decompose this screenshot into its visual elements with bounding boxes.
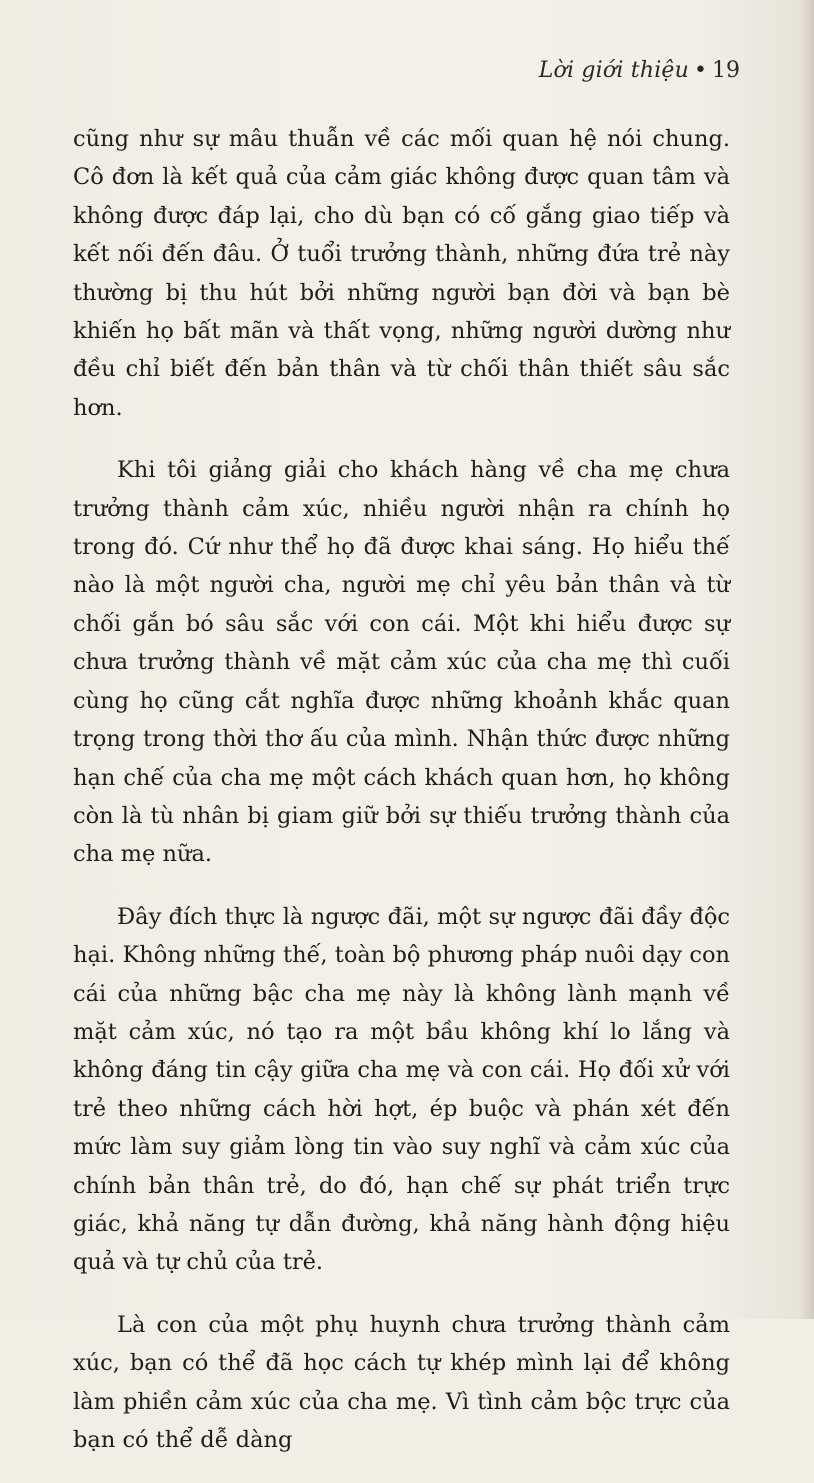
paragraph-4: Là con của một phụ huynh chưa trưởng thành cảm xúc, bạn có thể đã học cách tự khép mình lại để không làm phiền cảm xúc của cha mẹ. Vì tình cảm bộc trực của bạn có thể dễ dàng (73, 1311, 730, 1453)
paragraph-3: Đây đích thực là ngược đãi, một sự ngược đãi đầy độc hại. Không những thế, toàn bộ phương pháp nuôi dạy con cái của những bậc cha mẹ này là không lành mạnh về mặt cảm xúc, nó tạo ra một bầu không khí lo lắng và không đáng tin cậy giữa cha mẹ và con cái. Họ đối xử với trẻ theo những cách hời hợt, ép buộc và phán xét đến mức làm suy giảm lòng tin vào suy nghĩ và cảm xúc của chính bản thân trẻ, do đó, hạn chế sự phát triển trực giác, khả năng tự dẫn đường, khả năng hành động hiệu quả và tự chủ của trẻ. (73, 903, 730, 1276)
paragraph-1: cũng như sự mâu thuẫn về các mối quan hệ nói chung. Cô đơn là kết quả của cảm giác không được quan tâm và không được đáp lại, cho dù bạn có cố gắng giao tiếp và kết nối đến đâu. Ở tuổi trưởng thành, những đứa trẻ này thường bị thu hút bởi những người bạn đời và bạn bè khiến họ bất mãn và thất vọng, những người dường như đều chỉ biết đến bản thân và từ chối thân thiết sâu sắc hơn. (73, 126, 730, 421)
page-number: 19 (712, 58, 740, 83)
chapter-title: Lời giới thiệu (538, 58, 690, 83)
running-header (539, 58, 740, 83)
page-edge-shadow (800, 0, 814, 1319)
header-bullet: • (694, 58, 707, 83)
paragraph-2: Khi tôi giảng giải cho khách hàng về cha mẹ chưa trưởng thành cảm xúc, nhiều người nhận ra chính họ trong đó. Cứ như thể họ đã được khai sáng. Họ hiểu thế nào là một người cha, người mẹ chỉ yêu bản thân và từ chối gắn bó sâu sắc với con cái. Một khi hiểu được sự chưa trưởng thành về mặt cảm xúc của cha mẹ thì cuối cùng họ cũng cắt nghĩa được những khoảnh khắc quan trọng trong thời thơ ấu của mình. Nhận thức được những hạn chế của cha mẹ một cách khách quan hơn, họ không còn là tù nhân bị giam giữ bởi sự thiếu trưởng thành của cha mẹ nữa. (73, 457, 730, 868)
body-text (73, 120, 730, 1483)
